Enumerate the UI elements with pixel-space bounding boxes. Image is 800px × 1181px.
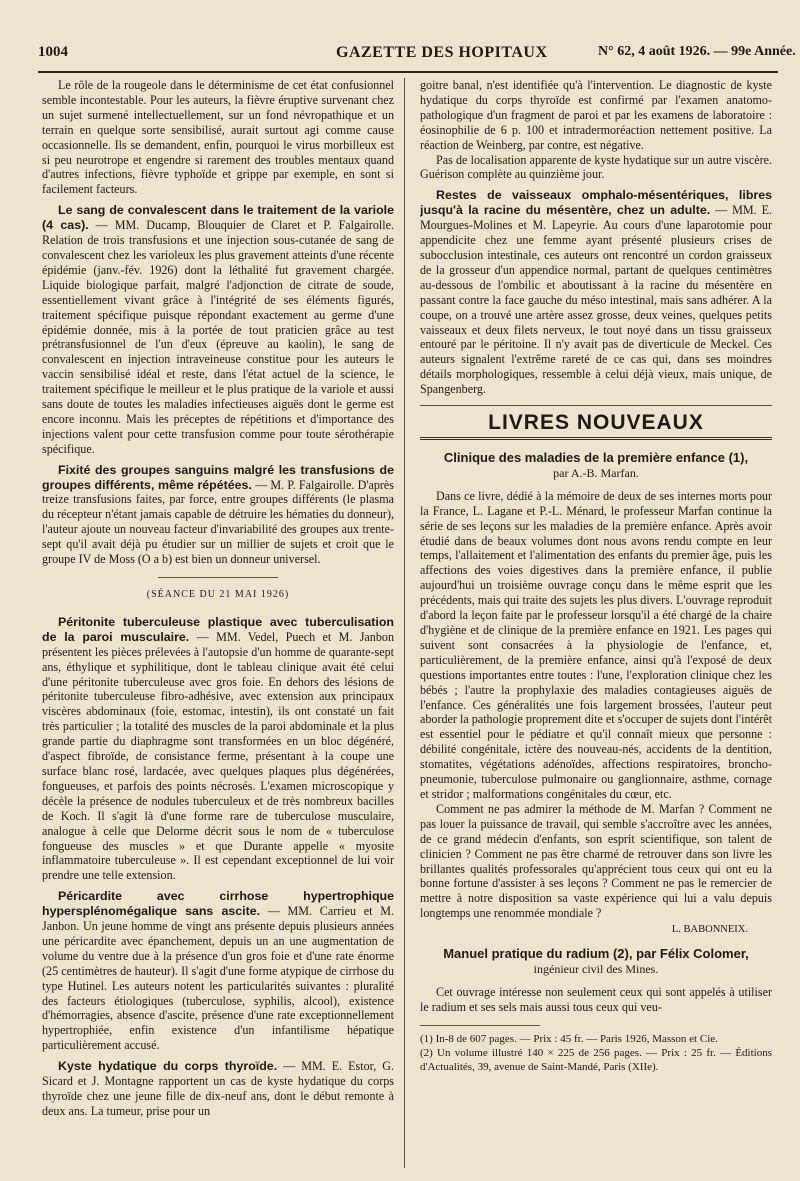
footnote: (2) Un volume illustré 140 × 225 de 256 pages. — Prix : 25 fr. — Éditions d'Actualités, 39, avenue de Saint-Mandé, Paris (XIIe). bbox=[420, 1046, 772, 1073]
journal-title: GAZETTE DES HOPITAUX bbox=[336, 44, 548, 61]
article-authors: — MM. E. Mourgues-Molines et M. Lapeyrie. bbox=[420, 203, 772, 233]
article-body: D'après treize transfusions faites, par force, entre groupes différents (le plasma du récepteur n'étant jamais capable de détruire les hématies du donneur), l'auteur ajoute un nouveau facteur d'invariabilité des groupes aux trente-sept qu'il avait déjà pu étudier sur un millier de sujets et croit que le groupe IV de Moss (O a b) est bien un donneur universel. bbox=[42, 477, 394, 567]
article-title: Le sang de convalescent dans le traitement de la variole (4 cas). bbox=[42, 203, 394, 233]
article-authors: — MM. Vedel, Puech et M. Janbon bbox=[196, 629, 394, 644]
page-number: 1004 bbox=[38, 44, 68, 60]
session-rule bbox=[158, 577, 278, 578]
header-rule bbox=[38, 71, 778, 73]
article-body: Au cours d'une laparotomie pour appendicite chez une femme ayant présenté plusieurs crises de subocclusion intestinale, ces auteurs ont rencontré un cordon graisseux de la grosseur d'un appendice normal, partant de quelques centimètres au-dessous de l'ombilic et aboutissant à la racine du mésentère en passant contre la face gauche du méso intestinal, mais sans adhérer. A la coupe, on a trouvé une artère assez grosse, deux veines, quelques petits vaisseaux et deux filets nerveux, le tout noyé dans un tissu graisseux entouré par le péritoine. Il n'y avait pas de diverticule de Meckel. Ces auteurs signalent l'extrême rareté de ce cas qui, dans ses moindres détails morphologiques, ressemble à celui déjà vieux, mais unique, de Spangenberg. bbox=[420, 218, 772, 397]
article-pericardite bbox=[42, 889, 394, 1053]
book-subtitle: ingénieur civil des Mines. bbox=[533, 962, 659, 977]
article-title: Péricardite avec cirrhose hypertrophique hypersplénomégalique sans ascite. bbox=[42, 889, 394, 919]
article-kyste-hydatique bbox=[42, 1059, 394, 1119]
article-body: Un jeune homme de vingt ans présente depuis plusieurs années une péricardite avec épanchement, depuis un an une augmentation de volume du ventre due à la présence d'un gros foie et d'une rate énorme (25 centimètres de hauteur). Il s'agit d'une forme atypique de cirrhose du type Hutinel. Les auteurs notent les particularités suivantes : pluralité des facteurs étiologiques (tuberculose, syphilis, alcool), existence d'hémorragies, absence d'ascite, présence d'une rate exceptionnellement hypertrophiée, enfin existence d'un infantilisme hépatique particulièrement accusé. bbox=[42, 919, 394, 1053]
issue-info: N° 62, 4 août 1926. — 99e Année. bbox=[598, 44, 796, 59]
article-authors: — M. P. Falgairolle. bbox=[255, 477, 355, 492]
left-column bbox=[42, 78, 394, 1168]
book-review-paragraph: Dans ce livre, dédié à la mémoire de deux de ses internes morts pour la France, L. Lagane et P.-L. Ménard, le professeur Marfan continue la série de ses leçons sur les maladies de la première enfance. Après avoir étudié dans de beaux volumes dont nous avons rendu compte en leur temps, l'allaitement et l'alimentation des enfants du premier âge, puis les affections des voies digestives dans la première enfance, il publie aujourd'hui un troisième ouvrage conçu dans le même esprit que les précédents, mais qui traite des sujets les plus divers. L'ouvrage reproduit d'abord la leçon faite par le professeur lorsqu'il a été chargé de la chaire d'hygiène et de clinique de la première enfance en 1921. Les pages qui suivent sont consacrées à la physiologie de l'enfance, et, particulièrement, de la première enfance, ainsi qu'à l'exposé de deux questions importantes entre toutes : l'une, l'exploration clinique chez les bébés ; l'autre la prophylaxie des maladies contagieuses aiguës de l'enfance. Ces généralités une fois largement brossées, l'auteur peut aborder la pathologie proprement dite et s'occuper de sujets dont l'intérêt est essentiel pour le pédiatre et qu'il connaît mieux que personne : débilité congénitale, ictère des nouveau-nés, accidents de la dentition, stomatites, végétations adénoïdes, affections respiratoires, broncho-pneumonie, tuberculose pulmonaire ou ganglionnaire, asthme, cornage et stridor ; malformations congénitales du cœur, etc. bbox=[420, 488, 772, 801]
article-title: Fixité des groupes sanguins malgré les transfusions de groupes différents, même répétées. bbox=[42, 462, 394, 492]
continued-paragraph: goitre banal, n'est identifiée qu'à l'intervention. Le diagnostic de kyste hydatique du corps thyroïde est confirmé par l'examen anatomo-pathologique d'un fragment de paroi et par les examens de laboratoire : éosinophilie de 6 p. 100 et intradermoréaction nettement positive. La réaction de Weinberg, par contre, est négative. bbox=[420, 78, 772, 152]
article-title: Restes de vaisseaux omphalo-mésentériques, libres jusqu'à la racine du mésentère, chez un adulte. bbox=[420, 188, 772, 218]
book-review-paragraph: Cet ouvrage intéresse non seulement ceux qui sont appelés à utiliser le radium et ses sels mais aussi tous ceux qui veu- bbox=[420, 984, 772, 1014]
book-title: Manuel pratique du radium (2), par Félix Colomer, bbox=[443, 946, 749, 962]
review-signature: L. BABONNEIX. bbox=[671, 924, 748, 936]
right-column bbox=[420, 78, 772, 1168]
section-rule bbox=[420, 405, 772, 406]
footnote-rule bbox=[420, 1025, 540, 1026]
book-title: Clinique des maladies de la première enfance (1), bbox=[443, 449, 749, 465]
continued-paragraph-2: Pas de localisation apparente de kyste hydatique sur un autre viscère. Guérison complète au quinzième jour. bbox=[420, 152, 772, 182]
article-title: Péritonite tuberculeuse plastique avec tuberculisation de la paroi musculaire. bbox=[42, 614, 394, 644]
article-body: présentent les pièces prélevées à l'autopsie d'un homme de quarante-sept ans, éthylique et syphilitique, dont le tableau clinique avait été celui d'une péritonite tuberculeuse avec gros foie. En dehors des lésions de péritonite tuberculeuse fibro-adhésive, avec extension aux principaux viscères abdominaux (foie, estomac, intestin), ils ont constaté un fait très particulier ; la totalité des muscles de la paroi abdominale et la plus grande partie du diaphragme sont transformées en un bloc dégénéré, d'aspect fibroïde, de consistance ferme, présentant à la coupe une surface blanc rosé, lardacée, avec quelques plaques plus dégénérées, fongueuses, et parfois des points nécrosés. L'examen microscopique y décèle la présence de nodules tuberculeux et de très nombreux bacilles de Koch. Il s'agit là d'une forme rare de tuberculose musculaire, analogue à celle que Delorme décrit sous le nom de « tuberculose fongueuse des muscles » et que Durante appelle « myosite inflammatoire tuberculeuse ». Il est cependant exceptionnel de lui voir prendre une telle extension. bbox=[42, 644, 394, 883]
intro-paragraph: Le rôle de la rougeole dans le déterminisme de cet état confusionnel semble incontestable. Pour les auteurs, la fièvre éruptive survenant chez un sujet surmené intellectuellement, sur un fond névropathique et un terrain en quelque sorte sensibilisé, aurait surtout agi comme cause occasionnelle. Ils se demandent, enfin, pourquoi le virus morbilleux est si peu neurotrope et engendre si rarement des troubles mentaux quand d'autres infections, fièvre typhoïde et grippe par exemple, en sont si facilement facteurs. bbox=[42, 78, 394, 197]
section-double-rule bbox=[420, 437, 772, 440]
session-heading: (SÉANCE DU 21 MAI 1926) bbox=[146, 589, 290, 600]
article-peritonite bbox=[42, 615, 394, 883]
book-review-paragraph: Comment ne pas admirer la méthode de M. Marfan ? Comment ne pas louer la puissance de travail, qui semble s'accroître avec les années, de ce grand médecin d'enfants, son esprit scientifique, son talent de clinicien ? Comment ne pas être charmé de retrouver dans son livre les brillantes qualités professorales qu'apprécient tous ceux qui ont eu la bonne fortune d'assister à ses leçons ? Comment ne pas le remercier de mettre à notre disposition sa vaste expérience qui lui a valu depuis longtemps une renommée mondiale ? bbox=[420, 801, 772, 921]
article-authors: — MM. Ducamp, Blouquier de Claret et P. Falgairolle. bbox=[95, 218, 394, 233]
article-title: Kyste hydatique du corps thyroïde. bbox=[58, 1059, 278, 1074]
book-author: par A.-B. Marfan. bbox=[553, 465, 639, 480]
article-body: rapportent un cas de kyste hydatique du corps thyroïde chez une jeune fille de dix-neuf ans, dont le début remonte à deux ans. La tumeur, prise pour un bbox=[42, 1074, 394, 1118]
article-authors: — MM. Carrieu et M. Janbon. bbox=[42, 904, 394, 934]
footnote: (1) In-8 de 607 pages. — Prix : 45 fr. — Paris 1926, Masson et Cie. bbox=[420, 1032, 718, 1045]
article-omphalo-mesenteriques bbox=[420, 188, 772, 397]
page-header bbox=[38, 44, 796, 66]
article-variole bbox=[42, 203, 394, 456]
article-body: Relation de trois transfusions et une injection sous-cutanée de sang de convalescent chez les varioleux les plus gravement atteints d'une récente épidémie (janv.-fév. 1926) dont la léthalité fut gravement chargée. Liquide biologique parfait, malgré l'adjonction de citrate de soude, essentiellement vivant grâce à l'intégrité de ses éléments figurés, traitement spécifique puisque répondant exactement au germe d'une épidémie donnée, mis à la portée de tout praticien grâce au test prétransfusionnel de l'un d'eux (épreuve au kaolin), le sang de convalescent en injection intraveineuse constitue pour les auteurs le vaccin sensibilisé idéal et reste, dans l'état actuel de la science, le traitement spécifique le meilleur et le plus pratique de la variole et aussi sans doute de toutes les maladies infectieuses aiguës dont le germe est encore inconnu. Mais les préceptes de répétitions et d'importance des injections valent pour cette transfusion comme pour toute sérothérapie spécifique. bbox=[42, 233, 394, 456]
column-divider bbox=[404, 78, 405, 1168]
article-groupes-sanguins bbox=[42, 463, 394, 567]
article-authors: — MM. E. Estor, G. Sicard et J. Montagne bbox=[42, 1059, 394, 1089]
section-heading: LIVRES NOUVEAUX bbox=[488, 411, 704, 435]
